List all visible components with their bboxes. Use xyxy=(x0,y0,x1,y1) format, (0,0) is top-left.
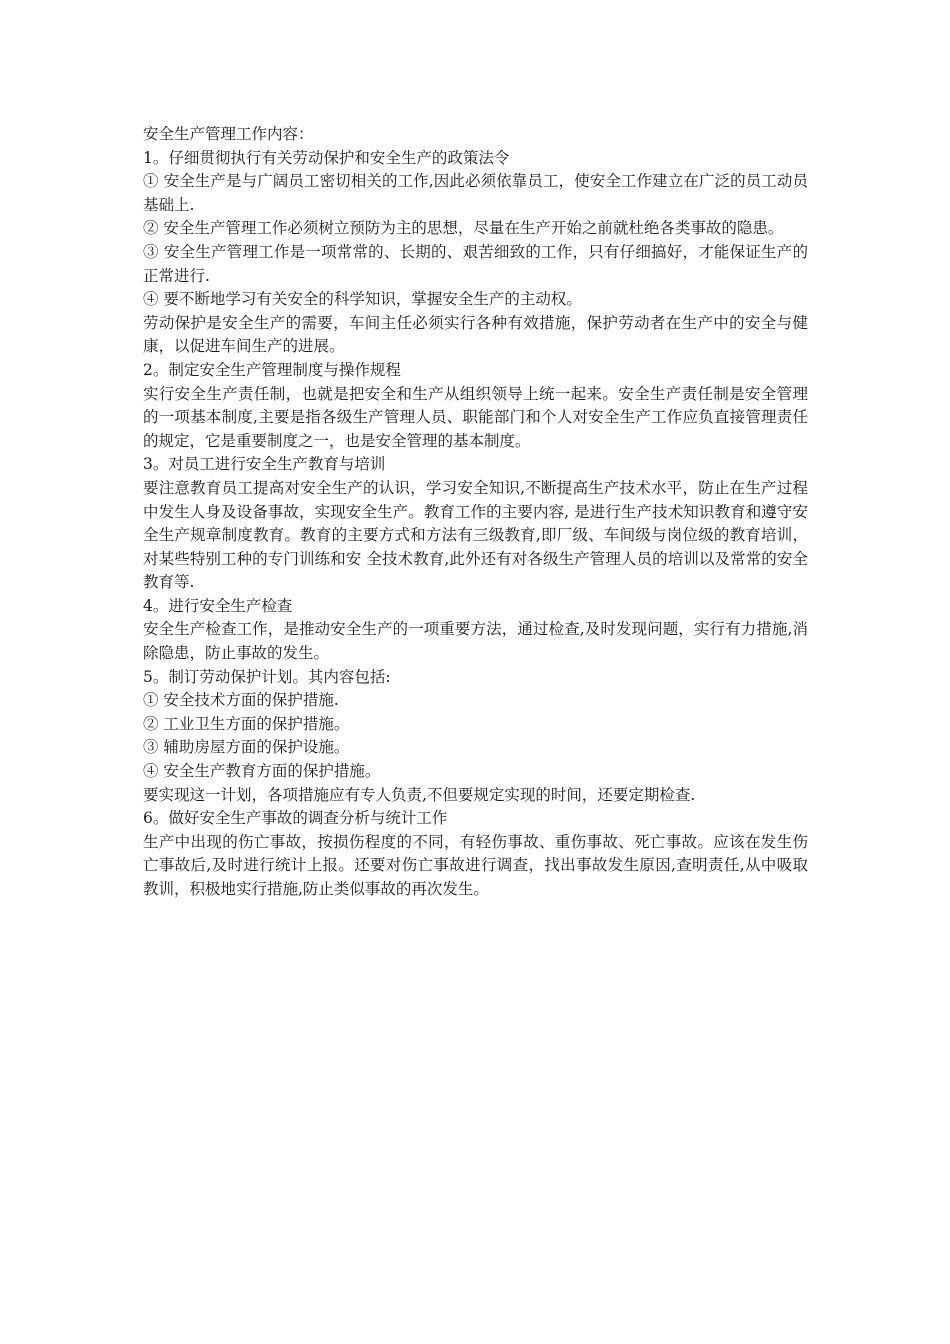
body-paragraph: 要注意教育员工提高对安全生产的认识，学习安全知识,不断提高生产技术水平，防止在生产过程中发生人身及设备事故，实现安全生产。教育工作的主要内容, 是进行生产技术知识教育和遵守安全生产规章制度教育。教育的主要方式和方法有三级教育,即厂级、车间级与岗位级的教育培训，对某些特别工种的专门训练和安 全技术教育,此外还有对各级生产管理人员的培训以及常常的安全教育等. xyxy=(143,478,808,592)
section-heading-5: 5。制订劳动保护计划。其内容包括: xyxy=(143,667,391,686)
section-heading-6: 6。做好安全生产事故的调查分析与统计工作 xyxy=(143,809,448,828)
document-title: 安全生产管理工作内容： xyxy=(143,125,314,143)
list-item: ② 安全生产管理工作必须树立预防为主的思想，尽量在生产开始之前就杜绝各类事故的隐患。 xyxy=(143,219,784,238)
section-heading-2: 2。制定安全生产管理制度与操作规程 xyxy=(143,360,401,379)
body-paragraph: 要实现这一计划，各项措施应有专人负责,不但要规定实现的时间，还要定期检查. xyxy=(143,785,696,804)
section-heading-3: 3。对员工进行安全生产教育与培训 xyxy=(143,455,386,474)
list-item: ③ 辅助房屋方面的保护设施。 xyxy=(143,738,350,757)
list-item: ④ 安全生产教育方面的保护措施。 xyxy=(143,762,381,781)
section-heading-1: 1。仔细贯彻执行有关劳动保护和安全生产的政策法令 xyxy=(143,148,510,167)
list-item: ① 安全生产是与广阔员工密切相关的工作,因此必须依靠员工，使安全工作建立在广泛的员工动员基础上. xyxy=(143,172,808,214)
section-heading-4: 4。进行安全生产检查 xyxy=(143,596,293,615)
document-body xyxy=(143,123,808,902)
body-paragraph: 实行安全生产责任制，也就是把安全和生产从组织领导上统一起来。安全生产责任制是安全管理的一项基本制度,主要是指各级生产管理人员、职能部门和个人对安全生产工作应负直接管理责任的规定，它是重要制度之一，也是安全管理的基本制度。 xyxy=(143,384,808,450)
body-paragraph: 劳动保护是安全生产的需要，车间主任必须实行各种有效措施，保护劳动者在生产中的安全与健康，以促进车间生产的进展。 xyxy=(143,313,808,356)
list-item: ② 工业卫生方面的保护措施。 xyxy=(143,714,350,733)
body-paragraph: 生产中出现的伤亡事故，按损伤程度的不同，有轻伤事故、重伤事故、死亡事故。应该在发生伤亡事故后,及时进行统计上报。还要对伤亡事故进行调查，找出事故发生原因,查明责任,从中吸取教训，积极地实行措施,防止类似事故的再次发生。 xyxy=(143,832,808,898)
list-item: ① 安全技术方面的保护措施. xyxy=(143,691,339,710)
list-item: ④ 要不断地学习有关安全的科学知识，掌握安全生产的主动权。 xyxy=(143,290,582,309)
list-item: ③ 安全生产管理工作是一项常常的、长期的、艰苦细致的工作，只有仔细搞好，才能保证生产的正常进行. xyxy=(143,242,808,285)
body-paragraph: 安全生产检查工作，是推动安全生产的一项重要方法，通过检查,及时发现问题，实行有力措施,消除隐患，防止事故的发生。 xyxy=(143,620,808,663)
